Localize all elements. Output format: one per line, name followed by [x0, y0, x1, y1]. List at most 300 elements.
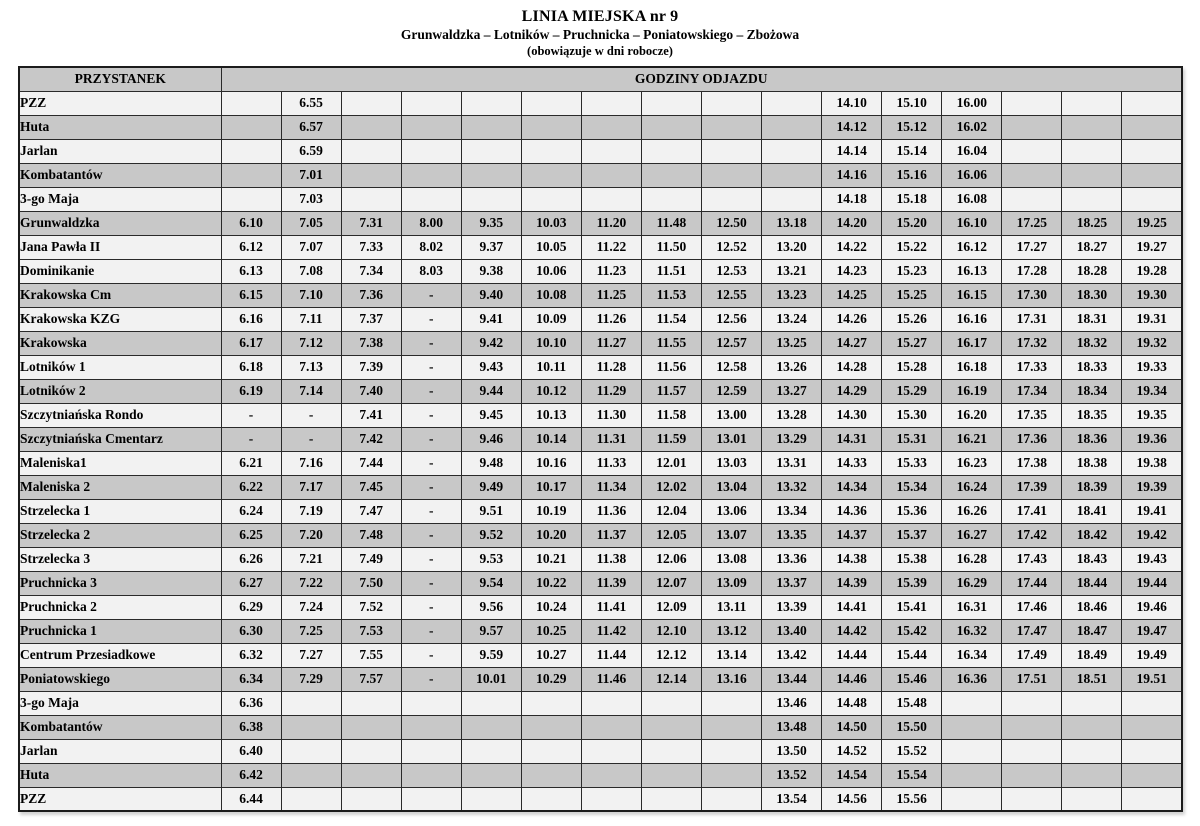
- time-cell: 17.30: [1002, 283, 1062, 307]
- time-cell: 16.32: [942, 619, 1002, 643]
- time-cell: -: [401, 667, 461, 691]
- time-cell: [401, 187, 461, 211]
- time-cell: [401, 163, 461, 187]
- time-cell: 16.29: [942, 571, 1002, 595]
- table-row: [19, 739, 1182, 763]
- time-cell: 12.14: [641, 667, 701, 691]
- time-cell: -: [281, 403, 341, 427]
- time-cell: 7.07: [281, 235, 341, 259]
- time-cell: 7.47: [341, 499, 401, 523]
- time-cell: 11.59: [641, 427, 701, 451]
- time-cell: 12.53: [702, 259, 762, 283]
- table-row: [19, 547, 1182, 571]
- stop-name-cell: Szczytniańska Rondo: [19, 403, 221, 427]
- time-cell: [581, 715, 641, 739]
- time-cell: [521, 139, 581, 163]
- time-cell: 15.31: [882, 427, 942, 451]
- time-cell: -: [221, 403, 281, 427]
- time-cell: 11.50: [641, 235, 701, 259]
- time-cell: 15.27: [882, 331, 942, 355]
- time-cell: [401, 691, 461, 715]
- time-cell: 15.52: [882, 739, 942, 763]
- time-cell: -: [401, 499, 461, 523]
- time-cell: 19.43: [1122, 547, 1182, 571]
- time-cell: 18.44: [1062, 571, 1122, 595]
- time-cell: 11.27: [581, 331, 641, 355]
- stop-name-cell: PZZ: [19, 787, 221, 811]
- time-cell: 19.39: [1122, 475, 1182, 499]
- time-cell: [461, 691, 521, 715]
- time-cell: [281, 715, 341, 739]
- time-cell: 19.47: [1122, 619, 1182, 643]
- time-cell: [1002, 763, 1062, 787]
- time-cell: 13.26: [762, 355, 822, 379]
- time-cell: 17.51: [1002, 667, 1062, 691]
- time-cell: 12.52: [702, 235, 762, 259]
- time-cell: 6.15: [221, 283, 281, 307]
- time-cell: 15.16: [882, 163, 942, 187]
- time-cell: [762, 187, 822, 211]
- time-cell: 10.03: [521, 211, 581, 235]
- time-cell: 11.29: [581, 379, 641, 403]
- time-cell: 18.46: [1062, 595, 1122, 619]
- time-cell: 19.36: [1122, 427, 1182, 451]
- time-cell: 12.02: [641, 475, 701, 499]
- time-cell: 10.14: [521, 427, 581, 451]
- time-cell: 15.38: [882, 547, 942, 571]
- time-cell: [942, 787, 1002, 811]
- time-cell: [461, 787, 521, 811]
- table-row: [19, 475, 1182, 499]
- time-cell: 13.23: [762, 283, 822, 307]
- time-cell: [641, 691, 701, 715]
- time-cell: 7.38: [341, 331, 401, 355]
- time-cell: 18.34: [1062, 379, 1122, 403]
- time-cell: 9.51: [461, 499, 521, 523]
- time-cell: 18.35: [1062, 403, 1122, 427]
- time-cell: 10.10: [521, 331, 581, 355]
- time-cell: 7.25: [281, 619, 341, 643]
- time-cell: 9.54: [461, 571, 521, 595]
- time-cell: 7.45: [341, 475, 401, 499]
- time-cell: 15.29: [882, 379, 942, 403]
- time-cell: [702, 91, 762, 115]
- time-cell: 9.49: [461, 475, 521, 499]
- time-cell: 17.44: [1002, 571, 1062, 595]
- time-cell: -: [401, 475, 461, 499]
- time-cell: 13.21: [762, 259, 822, 283]
- time-cell: [461, 739, 521, 763]
- time-cell: [281, 691, 341, 715]
- time-cell: 13.54: [762, 787, 822, 811]
- time-cell: 18.39: [1062, 475, 1122, 499]
- time-cell: 11.51: [641, 259, 701, 283]
- stop-name-cell: Kombatantów: [19, 163, 221, 187]
- time-cell: 15.41: [882, 595, 942, 619]
- time-cell: 13.32: [762, 475, 822, 499]
- time-cell: 7.22: [281, 571, 341, 595]
- time-cell: [1062, 787, 1122, 811]
- time-cell: 13.09: [702, 571, 762, 595]
- time-cell: 9.42: [461, 331, 521, 355]
- time-cell: 6.21: [221, 451, 281, 475]
- time-cell: 16.04: [942, 139, 1002, 163]
- time-cell: 7.17: [281, 475, 341, 499]
- time-cell: 7.29: [281, 667, 341, 691]
- table-row: [19, 283, 1182, 307]
- table-row: [19, 355, 1182, 379]
- table-row: [19, 451, 1182, 475]
- time-cell: 16.15: [942, 283, 1002, 307]
- time-cell: 18.31: [1062, 307, 1122, 331]
- time-cell: [461, 91, 521, 115]
- time-cell: 16.02: [942, 115, 1002, 139]
- time-cell: 13.20: [762, 235, 822, 259]
- time-cell: 12.57: [702, 331, 762, 355]
- time-cell: [1062, 187, 1122, 211]
- table-row: [19, 643, 1182, 667]
- time-cell: [1062, 163, 1122, 187]
- time-cell: 10.01: [461, 667, 521, 691]
- time-cell: 7.55: [341, 643, 401, 667]
- time-cell: [461, 715, 521, 739]
- stop-name-cell: Kombatantów: [19, 715, 221, 739]
- time-cell: 9.48: [461, 451, 521, 475]
- time-cell: 7.10: [281, 283, 341, 307]
- time-cell: 9.43: [461, 355, 521, 379]
- time-cell: [461, 115, 521, 139]
- time-cell: 18.42: [1062, 523, 1122, 547]
- time-cell: 12.55: [702, 283, 762, 307]
- header-row: [19, 67, 1182, 91]
- time-cell: 13.00: [702, 403, 762, 427]
- time-cell: 14.16: [822, 163, 882, 187]
- time-cell: 19.27: [1122, 235, 1182, 259]
- time-cell: 16.34: [942, 643, 1002, 667]
- time-cell: 13.34: [762, 499, 822, 523]
- time-cell: -: [401, 571, 461, 595]
- time-cell: 6.36: [221, 691, 281, 715]
- time-cell: [581, 91, 641, 115]
- time-cell: [1122, 739, 1182, 763]
- time-cell: [521, 787, 581, 811]
- stop-name-cell: Centrum Przesiadkowe: [19, 643, 221, 667]
- time-cell: 15.39: [882, 571, 942, 595]
- stop-name-cell: Lotników 1: [19, 355, 221, 379]
- time-cell: -: [401, 307, 461, 331]
- time-cell: 7.20: [281, 523, 341, 547]
- time-cell: 6.42: [221, 763, 281, 787]
- table-row: [19, 619, 1182, 643]
- time-cell: [341, 739, 401, 763]
- time-cell: 16.13: [942, 259, 1002, 283]
- time-cell: 7.49: [341, 547, 401, 571]
- table-row: [19, 331, 1182, 355]
- time-cell: 7.12: [281, 331, 341, 355]
- time-cell: [641, 739, 701, 763]
- time-cell: [341, 187, 401, 211]
- time-cell: 18.28: [1062, 259, 1122, 283]
- time-cell: [1062, 763, 1122, 787]
- time-cell: 10.11: [521, 355, 581, 379]
- time-cell: [1122, 691, 1182, 715]
- time-cell: 13.36: [762, 547, 822, 571]
- departure-times-header: GODZINY ODJAZDU: [221, 67, 1182, 91]
- time-cell: [641, 91, 701, 115]
- time-cell: 9.57: [461, 619, 521, 643]
- time-cell: 7.19: [281, 499, 341, 523]
- time-cell: 13.01: [702, 427, 762, 451]
- stop-column-header: PRZYSTANEK: [19, 67, 221, 91]
- time-cell: 6.18: [221, 355, 281, 379]
- time-cell: 10.20: [521, 523, 581, 547]
- time-cell: 7.40: [341, 379, 401, 403]
- time-cell: [702, 115, 762, 139]
- time-cell: 9.52: [461, 523, 521, 547]
- time-cell: 16.36: [942, 667, 1002, 691]
- time-cell: 11.41: [581, 595, 641, 619]
- time-cell: 17.38: [1002, 451, 1062, 475]
- time-cell: 13.11: [702, 595, 762, 619]
- time-cell: [521, 115, 581, 139]
- time-cell: 13.29: [762, 427, 822, 451]
- time-cell: 16.00: [942, 91, 1002, 115]
- time-cell: 13.35: [762, 523, 822, 547]
- time-cell: 14.46: [822, 667, 882, 691]
- time-cell: [1002, 163, 1062, 187]
- page-title: LINIA MIEJSKA nr 9: [521, 8, 679, 25]
- time-cell: [521, 739, 581, 763]
- time-cell: 11.48: [641, 211, 701, 235]
- time-cell: 14.41: [822, 595, 882, 619]
- time-cell: 13.18: [762, 211, 822, 235]
- time-cell: 7.24: [281, 595, 341, 619]
- time-cell: [641, 139, 701, 163]
- time-cell: 19.33: [1122, 355, 1182, 379]
- time-cell: [702, 739, 762, 763]
- time-cell: 17.43: [1002, 547, 1062, 571]
- time-cell: 11.23: [581, 259, 641, 283]
- time-cell: 7.03: [281, 187, 341, 211]
- time-cell: 11.46: [581, 667, 641, 691]
- time-cell: 7.34: [341, 259, 401, 283]
- time-cell: [581, 787, 641, 811]
- time-cell: 18.27: [1062, 235, 1122, 259]
- stop-name-cell: Strzelecka 2: [19, 523, 221, 547]
- time-cell: [521, 691, 581, 715]
- time-cell: [401, 91, 461, 115]
- time-cell: 11.42: [581, 619, 641, 643]
- time-cell: 19.32: [1122, 331, 1182, 355]
- time-cell: -: [401, 547, 461, 571]
- time-cell: 10.22: [521, 571, 581, 595]
- time-cell: 9.45: [461, 403, 521, 427]
- time-cell: [221, 139, 281, 163]
- time-cell: 13.52: [762, 763, 822, 787]
- time-cell: 12.58: [702, 355, 762, 379]
- time-cell: 15.23: [882, 259, 942, 283]
- time-cell: 14.39: [822, 571, 882, 595]
- time-cell: 13.27: [762, 379, 822, 403]
- time-cell: 11.33: [581, 451, 641, 475]
- time-cell: 14.26: [822, 307, 882, 331]
- table-row: [19, 571, 1182, 595]
- time-cell: 17.36: [1002, 427, 1062, 451]
- time-cell: 11.34: [581, 475, 641, 499]
- time-cell: 9.53: [461, 547, 521, 571]
- time-cell: [942, 715, 1002, 739]
- time-cell: 15.28: [882, 355, 942, 379]
- time-cell: 13.14: [702, 643, 762, 667]
- time-cell: [641, 715, 701, 739]
- time-cell: -: [401, 451, 461, 475]
- time-cell: 7.36: [341, 283, 401, 307]
- time-cell: 14.22: [822, 235, 882, 259]
- time-cell: [942, 739, 1002, 763]
- table-row: [19, 235, 1182, 259]
- time-cell: 12.50: [702, 211, 762, 235]
- time-cell: 14.37: [822, 523, 882, 547]
- time-cell: 6.16: [221, 307, 281, 331]
- time-cell: [281, 739, 341, 763]
- time-cell: 6.19: [221, 379, 281, 403]
- time-cell: 18.49: [1062, 643, 1122, 667]
- table-row: [19, 115, 1182, 139]
- time-cell: 13.28: [762, 403, 822, 427]
- table-row: [19, 259, 1182, 283]
- time-cell: 13.07: [702, 523, 762, 547]
- time-cell: 19.31: [1122, 307, 1182, 331]
- time-cell: 15.36: [882, 499, 942, 523]
- time-cell: [641, 115, 701, 139]
- table-row: [19, 139, 1182, 163]
- time-cell: [341, 163, 401, 187]
- table-row: [19, 715, 1182, 739]
- time-cell: 11.56: [641, 355, 701, 379]
- time-cell: 7.39: [341, 355, 401, 379]
- time-cell: [641, 763, 701, 787]
- time-cell: 6.26: [221, 547, 281, 571]
- time-cell: 11.37: [581, 523, 641, 547]
- time-cell: 14.14: [822, 139, 882, 163]
- time-cell: 9.38: [461, 259, 521, 283]
- time-cell: [1062, 739, 1122, 763]
- time-cell: 13.39: [762, 595, 822, 619]
- time-cell: 16.31: [942, 595, 1002, 619]
- time-cell: 18.33: [1062, 355, 1122, 379]
- time-cell: 14.34: [822, 475, 882, 499]
- time-cell: 18.47: [1062, 619, 1122, 643]
- time-cell: 7.37: [341, 307, 401, 331]
- time-cell: -: [401, 331, 461, 355]
- time-cell: 17.49: [1002, 643, 1062, 667]
- time-cell: [281, 763, 341, 787]
- time-cell: 12.07: [641, 571, 701, 595]
- validity-note: (obowiązuje w dni robocze): [527, 43, 673, 58]
- time-cell: 7.48: [341, 523, 401, 547]
- time-cell: 19.25: [1122, 211, 1182, 235]
- time-cell: 8.02: [401, 235, 461, 259]
- time-cell: 17.27: [1002, 235, 1062, 259]
- time-cell: -: [401, 619, 461, 643]
- time-cell: [1122, 715, 1182, 739]
- table-row: [19, 163, 1182, 187]
- time-cell: -: [401, 643, 461, 667]
- time-cell: 13.50: [762, 739, 822, 763]
- route-subtitle: Grunwaldzka – Lotników – Pruchnicka – Poniatowskiego – Zbożowa: [400, 27, 800, 42]
- time-cell: 7.53: [341, 619, 401, 643]
- time-cell: 17.25: [1002, 211, 1062, 235]
- time-cell: 7.50: [341, 571, 401, 595]
- time-cell: [702, 763, 762, 787]
- time-cell: 13.31: [762, 451, 822, 475]
- time-cell: 14.28: [822, 355, 882, 379]
- time-cell: 15.54: [882, 763, 942, 787]
- time-cell: 6.57: [281, 115, 341, 139]
- time-cell: 18.25: [1062, 211, 1122, 235]
- time-cell: [581, 739, 641, 763]
- time-cell: 15.44: [882, 643, 942, 667]
- time-cell: [1062, 91, 1122, 115]
- time-cell: [221, 187, 281, 211]
- time-cell: 13.37: [762, 571, 822, 595]
- stop-name-cell: Strzelecka 3: [19, 547, 221, 571]
- stop-name-cell: Krakowska: [19, 331, 221, 355]
- time-cell: 16.06: [942, 163, 1002, 187]
- time-cell: 7.27: [281, 643, 341, 667]
- stop-name-cell: Pruchnicka 1: [19, 619, 221, 643]
- time-cell: 14.42: [822, 619, 882, 643]
- time-cell: 15.26: [882, 307, 942, 331]
- time-cell: 6.34: [221, 667, 281, 691]
- time-cell: 7.31: [341, 211, 401, 235]
- time-cell: 13.48: [762, 715, 822, 739]
- time-cell: 17.33: [1002, 355, 1062, 379]
- time-cell: [1122, 115, 1182, 139]
- time-cell: 10.06: [521, 259, 581, 283]
- time-cell: [521, 715, 581, 739]
- time-cell: 14.50: [822, 715, 882, 739]
- time-cell: 14.56: [822, 787, 882, 811]
- time-cell: 14.38: [822, 547, 882, 571]
- time-cell: 15.42: [882, 619, 942, 643]
- time-cell: [341, 691, 401, 715]
- time-cell: [1002, 715, 1062, 739]
- time-cell: 6.13: [221, 259, 281, 283]
- time-cell: 15.12: [882, 115, 942, 139]
- time-cell: -: [401, 379, 461, 403]
- time-cell: [401, 139, 461, 163]
- time-cell: [702, 787, 762, 811]
- time-cell: 15.20: [882, 211, 942, 235]
- time-cell: 15.10: [882, 91, 942, 115]
- stop-name-cell: Huta: [19, 763, 221, 787]
- time-cell: [461, 187, 521, 211]
- time-cell: 9.40: [461, 283, 521, 307]
- time-cell: 19.38: [1122, 451, 1182, 475]
- table-row: [19, 691, 1182, 715]
- time-cell: 13.40: [762, 619, 822, 643]
- time-cell: [1062, 715, 1122, 739]
- time-cell: [341, 139, 401, 163]
- time-cell: 14.31: [822, 427, 882, 451]
- time-cell: 13.12: [702, 619, 762, 643]
- time-cell: 17.35: [1002, 403, 1062, 427]
- time-cell: [581, 163, 641, 187]
- time-cell: 6.17: [221, 331, 281, 355]
- time-cell: 10.24: [521, 595, 581, 619]
- time-cell: [341, 787, 401, 811]
